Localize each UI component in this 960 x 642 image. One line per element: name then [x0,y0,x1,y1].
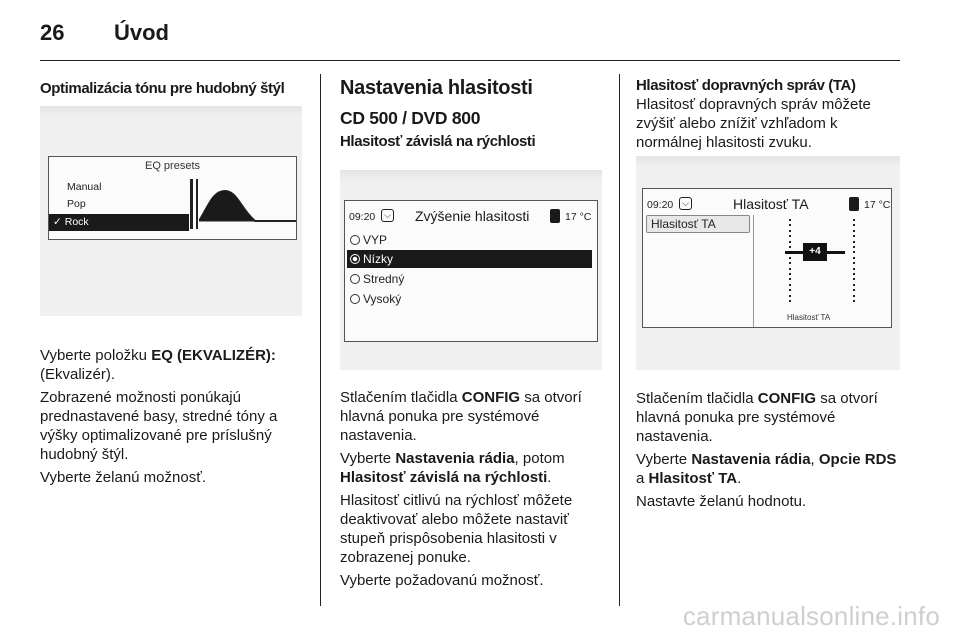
thermometer-icon [849,197,859,211]
speed-volume-instruction-3: Hlasitosť citlivú na rýchlosť môžete deaktivovať alebo môžete nastaviť stupeň prispôsobenia hlasitosti v zobrazenej ponuke. [340,492,573,566]
volume-scale-tick [789,257,791,259]
thermometer-icon [550,209,560,223]
eq-instruction-3: Vyberte želanú možnosť. [40,469,206,486]
volume-scale-tick [853,219,855,221]
speed-volume-instruction-4: Vyberte požadovanú možnosť. [340,572,544,589]
eq-option-rock[interactable] [49,214,189,231]
model-heading: CD 500 / DVD 800 [340,108,481,128]
volume-scale-tick [789,246,791,248]
section-title: Úvod [114,20,169,45]
volume-scale-tick [789,300,791,302]
option-high[interactable]: Vysoký [347,290,592,308]
radio-selected-icon [350,254,360,264]
eq-option-manual[interactable]: Manual [67,181,102,193]
eq-curve-graphic [199,175,297,225]
speed-volume-instruction-1: Stlačením tlačidla CONFIG sa otvorí hlavná ponuka pre systémové nastavenia. [340,389,582,444]
volume-scale-tick [853,295,855,297]
eq-presets-screen [48,156,297,240]
eq-subheading: Optimalizácia tónu pre hudobný štýl [40,80,285,97]
screen-title: Zvýšenie hlasitosti [415,208,530,224]
option-off[interactable]: VYP [347,231,592,249]
panel-divider [753,215,754,327]
column-divider [320,74,321,606]
temperature: 17 °C [565,211,592,223]
speed-volume-instruction-2: Vyberte Nastavenia rádia, potom Hlasitosť závislá na rýchlosti. [340,450,565,486]
eq-instruction-2: Zobrazené možnosti ponúkajú prednastavené basy, stredné tóny a výšky optimalizované pre príslušný hudobný štýl. [40,389,278,463]
ta-volume-instruction-3: Nastavte želanú hodnotu. [636,493,807,510]
check-icon: ✓ [53,216,62,228]
eq-option-pop[interactable]: Pop [67,198,86,210]
volume-scale-tick [853,289,855,291]
volume-scale-tick [789,262,791,264]
volume-scale-tick [789,241,791,243]
eq-option-rock-label: Rock [64,216,89,228]
ta-volume-screen [642,188,892,328]
radio-icon [350,274,360,284]
volume-scale-tick [853,268,855,270]
speed-volume-screen [344,200,598,342]
volume-scale-tick [789,289,791,291]
clock: 09:20 [647,199,674,211]
volume-scale-tick [789,278,791,280]
volume-scale-tick [853,262,855,264]
volume-scale-tick [853,257,855,259]
eq-screen-figure [40,106,302,316]
watermark: carmanualsonline.info [682,601,940,631]
ta-volume-instruction-1: Stlačením tlačidla CONFIG sa otvorí hlavná ponuka pre systémové nastavenia. [636,390,878,445]
column-2 [340,76,602,590]
volume-scale-tick [789,295,791,297]
volume-scale-tick [789,284,791,286]
volume-scale-tick [853,246,855,248]
eq-screen-title: EQ presets [144,160,201,172]
option-medium[interactable]: Stredný [347,270,592,288]
clock: 09:20 [349,211,376,223]
temperature: 17 °C [864,199,891,211]
volume-scale-tick [789,224,791,226]
ta-volume-subheading: Hlasitosť dopravných správ (TA) [636,77,856,94]
ta-volume-tab[interactable]: Hlasitosť TA [646,215,750,233]
eq-instruction-1: Vyberte položku EQ (EKVALIZÉR): (Ekvalizér). [40,347,276,383]
eq-scroll-bar-secondary [196,179,198,229]
volume-scale-label: Hlasitosť TA [787,313,831,322]
option-low[interactable]: Nízky [347,250,592,268]
column-1 [40,76,302,487]
column-3 [636,76,906,511]
volume-scale-tick [789,268,791,270]
volume-scale-tick [853,273,855,275]
radio-icon [350,294,360,304]
volume-scale-tick [789,230,791,232]
tuner-icon: ⌵ [679,197,692,210]
volume-scale-tick [789,273,791,275]
volume-scale-tick [789,235,791,237]
page-number: 26 [40,20,65,45]
volume-scale-tick [853,284,855,286]
header-rule [40,60,900,61]
volume-scale-tick [853,251,855,253]
volume-scale-tick [853,278,855,280]
volume-settings-heading: Nastavenia hlasitosti [340,77,533,99]
volume-scale-tick [853,224,855,226]
volume-value: +4 [803,243,827,261]
ta-volume-intro: Hlasitosť dopravných správ môžete zvýšiť alebo znížiť vzhľadom k normálnej hlasitosti zvuku. [636,96,871,151]
column-divider [619,74,620,606]
speed-volume-figure [340,170,602,370]
tuner-icon: ⌵ [381,209,394,222]
page-header [40,20,900,60]
volume-scale-tick [853,230,855,232]
volume-scale-tick [853,235,855,237]
volume-scale-tick [789,219,791,221]
eq-scroll-bar [190,179,193,229]
ta-volume-instruction-2: Vyberte Nastavenia rádia, Opcie RDS a Hlasitosť TA. [636,451,897,487]
ta-volume-figure [636,156,900,370]
volume-scale-tick [853,300,855,302]
screen-title: Hlasitosť TA [733,196,809,212]
speed-volume-subheading: Hlasitosť závislá na rýchlosti [340,133,536,150]
radio-icon [350,235,360,245]
volume-scale-tick [853,241,855,243]
